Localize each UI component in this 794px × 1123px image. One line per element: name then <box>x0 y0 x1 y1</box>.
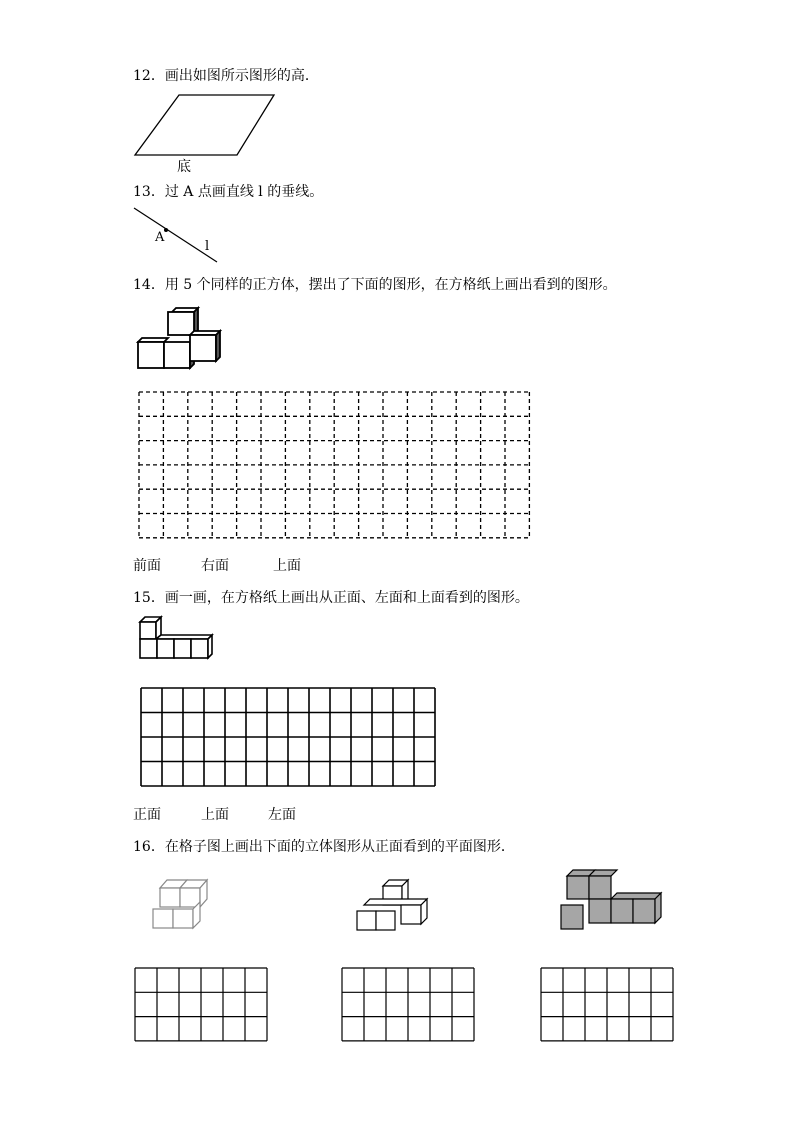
question-text: 画出如图所示图形的高． <box>164 68 319 84</box>
view-label-front-q15: 正面 <box>133 807 161 823</box>
question-text: 画一画，在方格纸上画出从正面、左面和上面看到的图形。 <box>164 590 529 606</box>
view-label-front: 前面 <box>133 558 161 574</box>
question-number: 14． <box>133 277 165 293</box>
view-label-right: 右面 <box>201 558 229 574</box>
base-label: 底 <box>177 159 191 175</box>
question-number: 16． <box>133 839 165 855</box>
question-text: 在格子图上画出下面的立体图形从正面看到的平面图形． <box>164 839 515 855</box>
question-text: 过 A 点画直线 l 的垂线。 <box>164 184 324 200</box>
line-l-label: l <box>205 239 210 254</box>
question-text: 用 5 个同样的正方体，摆出了下面的图形，在方格纸上画出看到的图形。 <box>164 277 617 293</box>
view-label-top-q15: 上面 <box>201 807 229 823</box>
point-a-label: A <box>155 230 165 245</box>
view-label-left-q15: 左面 <box>268 807 296 823</box>
question-number: 15． <box>133 590 165 606</box>
question-number: 12． <box>133 68 165 84</box>
question-number: 13． <box>133 184 165 200</box>
view-label-top: 上面 <box>273 558 301 574</box>
